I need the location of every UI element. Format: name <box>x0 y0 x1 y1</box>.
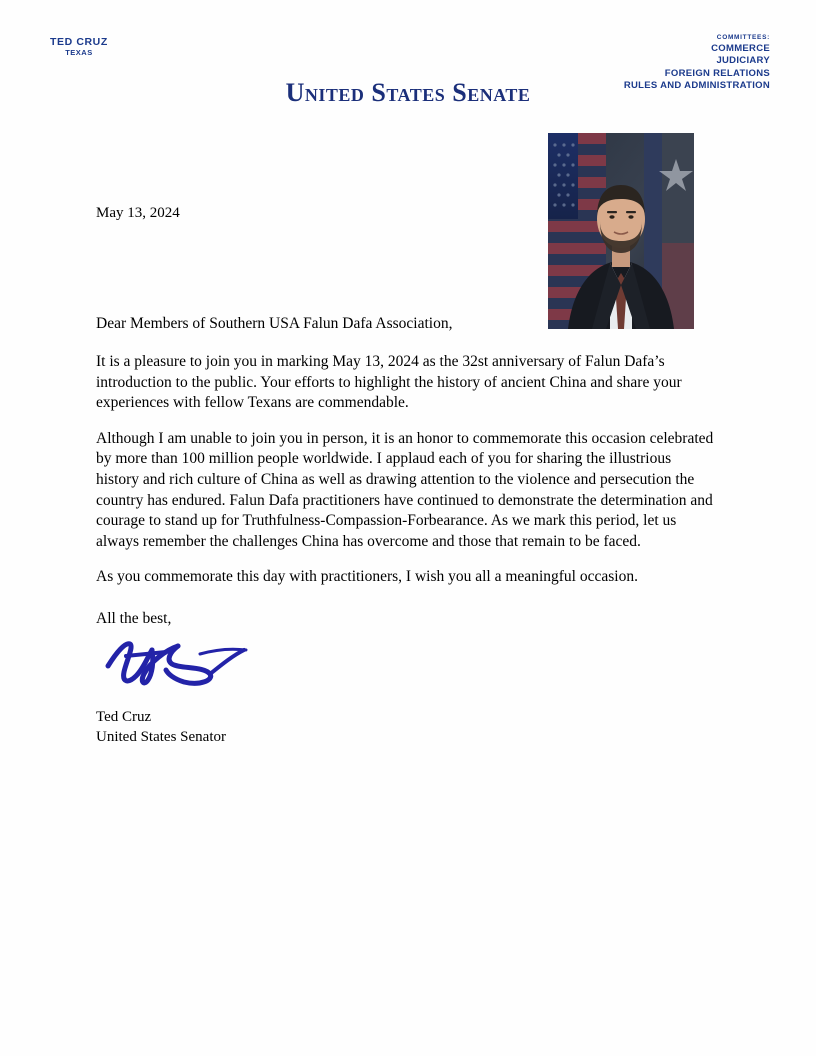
sender-name: TED CRUZ <box>50 36 108 48</box>
letterhead <box>0 0 816 120</box>
letter-closing: All the best, <box>96 610 172 627</box>
committee-item: RULES AND ADMINISTRATION <box>623 80 770 92</box>
letter-paragraph: It is a pleasure to join you in marking May 13, 2024 as the 32st anniversary of Falun Dafa’s introduction to the public. Your efforts to highlight the history of ancient China and share your experiences with fellow Texans are commendable. <box>96 353 682 412</box>
committee-item: JUDICIARY <box>716 55 770 67</box>
letter-body <box>96 352 716 603</box>
committees-block <box>624 34 770 93</box>
sender-state: TEXAS <box>65 48 93 58</box>
committees-heading: COMMITTEES: <box>716 34 770 41</box>
senator-portrait-photo <box>548 133 694 329</box>
committee-item: FOREIGN RELATIONS <box>664 67 770 79</box>
senate-title-text: United States Senate <box>285 78 531 107</box>
sender-block <box>50 36 108 58</box>
signature-block <box>96 708 226 748</box>
signer-title: United States Senator <box>96 728 226 745</box>
letter-paragraph: As you commemorate this day with practitioners, I wish you all a meaningful occasion. <box>96 568 638 586</box>
letter-salutation: Dear Members of Southern USA Falun Dafa Association, <box>96 315 453 332</box>
letter-date: May 13, 2024 <box>96 205 180 221</box>
committee-item: COMMERCE <box>711 42 770 54</box>
signature-image <box>104 632 274 702</box>
letter-paragraph: Although I am unable to join you in person, it is an honor to commemorate this occasion celebrated by more than 100 million people worldwide. I applaud each of you for sharing the illustrious history and rich culture of China as well as drawing attention to the violence and persecution the country has endured. Falun Dafa practitioners have continued to demonstrate the determination and courage to stand up for Truthfulness-Compassion-Forbearance. As we mark this period, let us always remember the challenges China has overcome and those that remain to be faced. <box>96 429 714 550</box>
signer-name: Ted Cruz <box>96 709 152 725</box>
